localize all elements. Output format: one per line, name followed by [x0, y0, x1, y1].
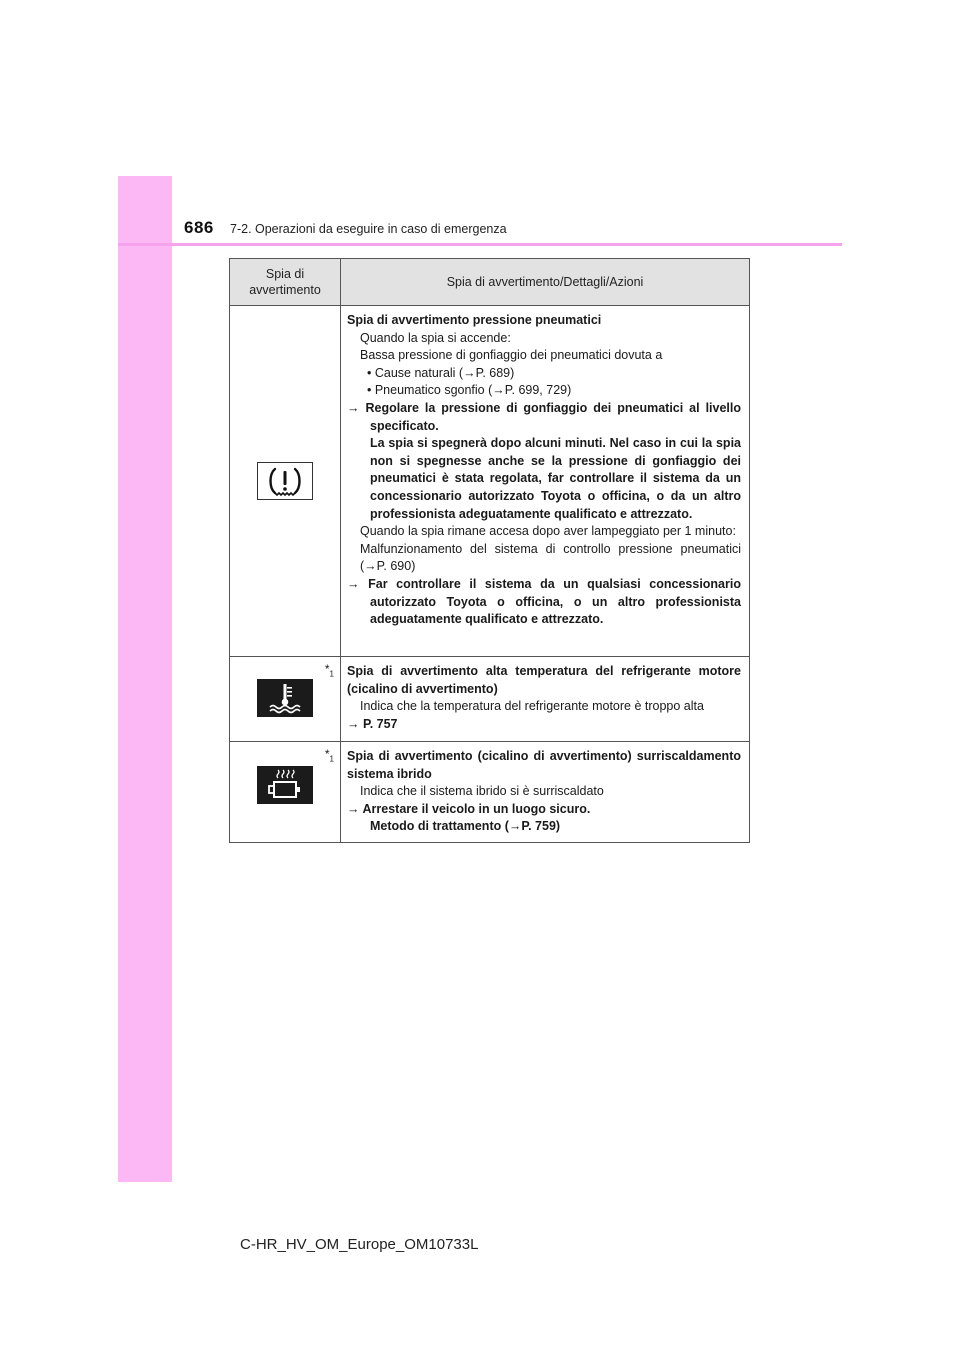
header-rule: [118, 243, 842, 246]
description-cell: [341, 657, 750, 742]
footnote-marker: $*_1$: [324, 662, 334, 679]
section-title: 7-2. Operazioni da eseguire in caso di emergenza: [230, 222, 507, 236]
tire-pressure-warning-icon: [257, 462, 313, 500]
warning-title: Spia di avvertimento (cicalino di avvertimento) surriscaldamento sistema ibrido: [347, 749, 741, 781]
description-line: Malfunzionamento del sistema di controllo pressione pneumatici (→P. 690): [360, 541, 741, 574]
description-line: Bassa pressione di gonfiaggio dei pneumatici dovuta a: [360, 348, 663, 363]
table-row: [230, 742, 750, 843]
warning-title: Spia di avvertimento pressione pneumatici: [347, 313, 602, 327]
hybrid-system-overheat-warning-icon: [257, 766, 313, 804]
column-header-details: Spia di avvertimento/Dettagli/Azioni: [341, 259, 750, 306]
bullet-item: • Cause naturali (→P. 689): [367, 365, 515, 380]
column-header-light: Spia di avvertimento: [230, 259, 341, 306]
table-row: [230, 306, 750, 657]
action-detail: La spia si spegnerà dopo alcuni minuti. Nel caso in cui la spia non si spegnesse anche se la pressione di gonfiaggio dei pneumatici è stata regolata, far controllare il sistema da un concessionario autorizzato Toyota o officina, o da un altro professionista adeguatamente qualificato e attrezzato.: [370, 436, 741, 521]
description-line: Quando la spia si accende:: [360, 330, 511, 345]
document-code: C-HR_HV_OM_Europe_OM10733L: [240, 1236, 479, 1253]
action-line: → Arrestare il veicolo in un luogo sicuro.: [347, 801, 591, 816]
footnote-marker: $*_1$: [324, 747, 334, 764]
description-line: Quando la spia rimane accesa dopo aver lampeggiato per 1 minuto:: [360, 524, 736, 539]
action-line: → P. 757: [347, 716, 398, 731]
coolant-temperature-warning-icon: [257, 679, 313, 717]
table-row: [230, 657, 750, 742]
icon-cell: [230, 306, 341, 657]
icon-cell: [230, 657, 341, 742]
warning-title: Spia di avvertimento alta temperatura del refrigerante motore (cicalino di avvertimento): [347, 664, 741, 696]
icon-cell: [230, 742, 341, 843]
description-cell: [341, 306, 750, 657]
action-line: → Far controllare il sistema da un qualsiasi concessionario autorizzato Toyota o officina, o un altro professionista adeguatamente qualificato e attrezzato.: [347, 576, 741, 627]
bullet-item: • Pneumatico sgonfio (→P. 699, 729): [367, 383, 572, 398]
description-cell: [341, 742, 750, 843]
side-tab-band: [118, 176, 172, 1182]
warning-light-table: [229, 258, 750, 843]
table-header-row: [230, 259, 750, 306]
action-detail: Metodo di trattamento (→P. 759): [370, 819, 561, 834]
page-number: 686: [184, 218, 214, 237]
action-line: → Regolare la pressione di gonfiaggio dei pneumatici al livello specificato.: [347, 400, 741, 433]
description-line: Indica che il sistema ibrido si è surriscaldato: [360, 784, 604, 799]
description-line: Indica che la temperatura del refrigerante motore è troppo alta: [360, 699, 704, 714]
